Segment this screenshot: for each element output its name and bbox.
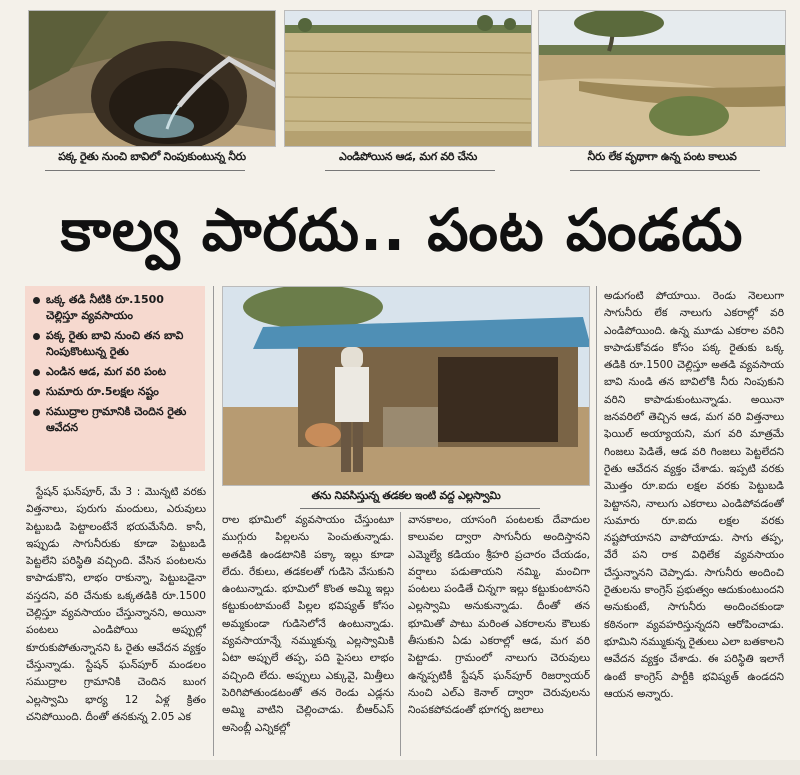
bullet-icon: [33, 297, 40, 304]
highlight-text: పక్క రైతు బావి నుంచి తన బావి నింపుకొంటున్న రైతు: [46, 329, 184, 358]
article-column-4: [604, 288, 784, 756]
field-photo: [284, 10, 532, 147]
highlight-text: ఎండిన ఆడ, మగ వరి పంట: [46, 365, 166, 378]
canal-photo-caption: నీరు లేక వృథాగా ఉన్న పంట కాలువ: [587, 150, 737, 163]
field-caption-rule: [325, 170, 495, 171]
column-divider: [596, 286, 597, 756]
well-photo-image: [29, 11, 276, 147]
highlight-item: [33, 404, 199, 436]
article-text: వానకాలం, యాసంగి పంటలకు దేవాదుల కాలువల ద్వారా సాగునీరు అందిస్తానని ఎమ్మెల్యే కడియం శ్రీహరి ప్రచారం చేయడం, వర్షాలు పడుతాయని నమ్మి, మంచిగా పంటలు పండితే చిన్నగా ఇల్లు కట్టుకుంటానని ఎల్లస్వామి అనుకున్నాడు. దీంతో తన భూమితో పాటు మరింత ఎకరాలను కౌలుకు తీసుకుని ఏడు ఎకరాల్లో ఆడ, మగ వరి పెట్టాడు. గ్రామంలో నాలుగు చెరువులు ఉన్నప్పటికీ స్టేషన్ ఘన్‌పూర్ రిజర్వాయర్ నుంచి ఎల్‌ఎ కెనాల్ ద్వారా చెరువులను నింపకపోవడంతో భూగర్భ జలాలు: [408, 514, 590, 717]
well-photo-caption: పక్క రైతు నుంచి బావిలో నింపుకుంటున్న నీరు: [58, 150, 246, 163]
article-column-3: [408, 512, 590, 756]
highlight-item: [33, 292, 199, 324]
article-column-2: [222, 512, 394, 756]
highlight-item: [33, 328, 199, 360]
column-divider: [213, 286, 214, 756]
highlight-text: సుమారు రూ.5లక్షల నష్టం: [46, 385, 159, 398]
canal-caption-rule: [570, 170, 760, 171]
article-text: రాల భూమిలో వ్యవసాయం చేస్తుంటూ ముగ్గురు పిల్లలను పెంచుతున్నాడు. అతడికి ఉండటానికి పక్కా ఇల్లు కూడా లేదు. రేకులు, తడకలతో గుడిసె వేసుకుని ఉంటున్నాడు. భూమిలో కొంత అమ్మి ఇల్లు కట్టుకుంటామంటే పిల్లల భవిష్యత్ కోసం అమ్మకుండా గుడిసెలోనే ఉంటున్నాడు. వ్యవసాయాన్నే నమ్ముకున్న ఎల్లస్వామికి ఏటా అప్పులే తప్ప, పది పైసలు లాభం వచ్చింది లేదు. అప్పులు ఎక్కువై, మిత్తీలు పెరిగిపోతుండటంతో తన రెండు ఎడ్లను అమ్మి వాటిని చెల్లించాడు. బీఆర్‌ఎస్ అసెంబ్లీ ఎన్నికల్లో: [222, 514, 394, 734]
article-column-1: [26, 484, 206, 756]
house-photo: [222, 286, 590, 486]
headline: కాల్వ పారదు.. పంట పండదు: [60, 196, 744, 264]
house-caption-rule: [300, 508, 540, 509]
field-photo-caption: ఎండిపోయిన ఆడ, మగ వరి చేను: [339, 150, 477, 163]
house-photo-caption: తను నివసిస్తున్న తడకల ఇంటి వద్ద ఎల్లస్వామి: [311, 489, 501, 502]
highlight-text: ఒక్క తడి నీటికి రూ.1500 చెల్లిస్తూ వ్యవసాయం: [46, 293, 164, 322]
house-photo-image: [223, 287, 590, 486]
highlight-item: [33, 364, 199, 380]
bullet-icon: [33, 409, 40, 416]
well-caption-rule: [45, 170, 245, 171]
article-text: స్టేషన్ ఘన్‌పూర్, మే 3 : మొన్నటి వరకు విత్తనాలు, పురుగు మందులు, ఎరువులు పెట్టుబడి పెట్టాలంటేనే భయమేసేది. కానీ, ఇప్పుడు సాగునీరుకు కూడా పెట్టుబడి పెట్టలేని పరిస్థితి వచ్చింది. వేసిన పంటలను కాపాడుకొని, లాభం రాకున్నా, పెట్టుబడైనా వస్తదని, వరి చేనుకు ఒక్కతడికి రూ.1500 చెల్లిస్తూ వ్యవసాయం చేస్తున్నానని, అయినా పంటలు ఎండిపోయి అప్పుల్లో కూరుకుపోతున్నానని ఓ రైతు ఆవేదన వ్యక్తం చేస్తున్నాడు. స్టేషన్ ఘన్‌పూర్ మండలం సముద్రాల గ్రామానికి చెందిన బుంగ ఎల్లస్వామి భార్య 12 ఏళ్ల క్రితం చనిపోయింది. దీంతో తనకున్న 2.05 ఎక: [26, 486, 206, 723]
field-photo-image: [285, 11, 532, 147]
highlight-item: [33, 384, 199, 400]
next-article-strip: [0, 760, 800, 775]
article-text: అడుగంటి పోయాయి. రెండు నెలలుగా సాగునీరు లేక నాలుగు ఎకరాల్లో వరి ఎండిపోయింది. ఉన్న మూడు ఎకరాల వరిని కాపాడుకోవడం కోసం పక్క రైతుకు ఒక్క తడికి రూ.1500 చెల్లిస్తూ అతడి వ్యవసాయ బావి నుండి తన బావిలోకి నీరు నింపుకుని వరిని కాపాడుకుంటున్నాడు. అయినా జనవరిలో తెచ్చిన ఆడ, మగ వరి విత్తనాలు ఫెయిల్ అయ్యాయని, మగ వరి మాత్రమే గింజలు పెడితే, ఆడ వరి గింజలు పెట్టలేదని రైతు ఆవేదన వ్యక్తం చేశాడు. ఇప్పటి వరకు మొత్తం రూ.ఐదు లక్షల వరకు పెట్టుబడి పెట్టానని, నాలుగు ఎకరాలు ఎండిపోవడంతో సుమారు రూ.ఐదు లక్షల వరకు నష్టపోయానని వాపోయాడు. సాగు తప్ప, వేరే పని రాక విధిలేక వ్యవసాయం చేస్తున్నానని చెప్పాడు. సాగునీరు అందించి రైతులను కాంగ్రెస్ ప్రభుత్వం ఆదుకుంటుందని అనుకుంటే, సాగునీరు అందించకుండా కఠినంగా వ్యవహరిస్తున్నదని ఆరోపించాడు. భూమిని నమ్ముకున్న రైతులు ఎలా బతకాలని ఆవేదన వ్యక్తం చేశాడు. ఈ పరిస్థితి ఇలాగే ఉంటే కాంగ్రెస్ పార్టీకి భవిష్యత్ ఉండదని ఆయన అన్నారు.: [604, 290, 784, 700]
highlight-text: సముద్రాల గ్రామానికి చెందిన రైతు ఆవేదన: [46, 405, 187, 434]
column-divider: [400, 512, 401, 756]
canal-photo: [538, 10, 786, 147]
bullet-icon: [33, 389, 40, 396]
well-photo: [28, 10, 276, 147]
highlights-box: [25, 286, 205, 471]
bullet-icon: [33, 333, 40, 340]
bullet-icon: [33, 369, 40, 376]
canal-photo-image: [539, 11, 786, 147]
